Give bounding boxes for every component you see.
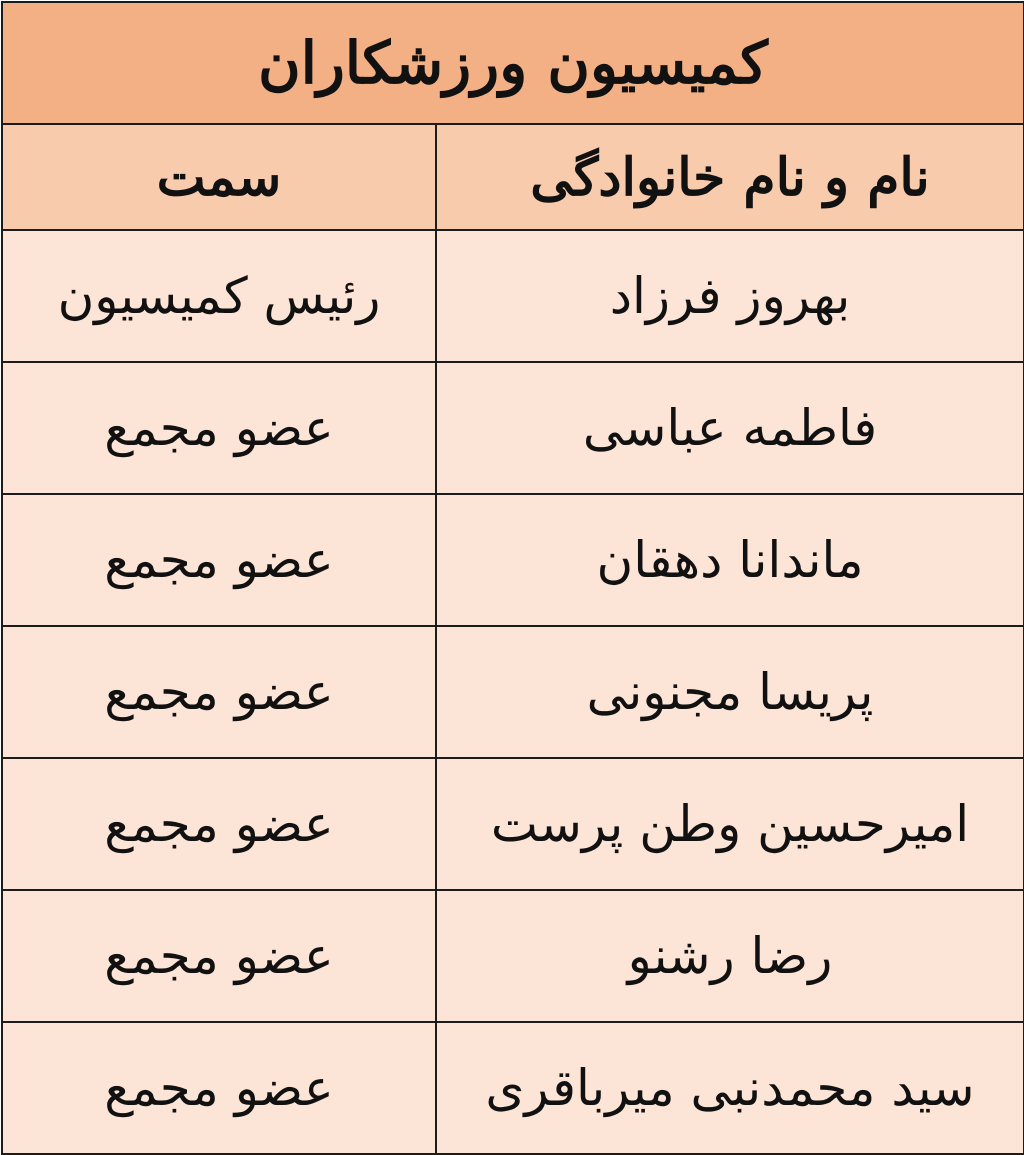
table-title: کمیسیون ورزشکاران <box>2 2 1024 124</box>
member-role: عضو مجمع <box>2 362 436 494</box>
member-role: عضو مجمع <box>2 1022 436 1154</box>
member-name: فاطمه عباسی <box>436 362 1024 494</box>
member-name: ماندانا دهقان <box>436 494 1024 626</box>
table-row <box>2 230 1024 362</box>
member-role: رئیس کمیسیون <box>2 230 436 362</box>
table-row <box>2 494 1024 626</box>
header-role: سمت <box>2 124 436 230</box>
member-name: سید محمدنبی میرباقری <box>436 1022 1024 1154</box>
table-row <box>2 626 1024 758</box>
member-name: رضا رشنو <box>436 890 1024 1022</box>
table-row <box>2 758 1024 890</box>
title-row <box>2 2 1024 124</box>
table-row <box>2 890 1024 1022</box>
header-name: نام و نام خانوادگی <box>436 124 1024 230</box>
member-role: عضو مجمع <box>2 890 436 1022</box>
member-role: عضو مجمع <box>2 758 436 890</box>
member-name: امیرحسین وطن پرست <box>436 758 1024 890</box>
member-role: عضو مجمع <box>2 494 436 626</box>
member-name: بهروز فرزاد <box>436 230 1024 362</box>
table-row <box>2 362 1024 494</box>
member-name: پریسا مجنونی <box>436 626 1024 758</box>
commission-table <box>1 1 1024 1155</box>
member-role: عضو مجمع <box>2 626 436 758</box>
header-row <box>2 124 1024 230</box>
table-row <box>2 1022 1024 1154</box>
